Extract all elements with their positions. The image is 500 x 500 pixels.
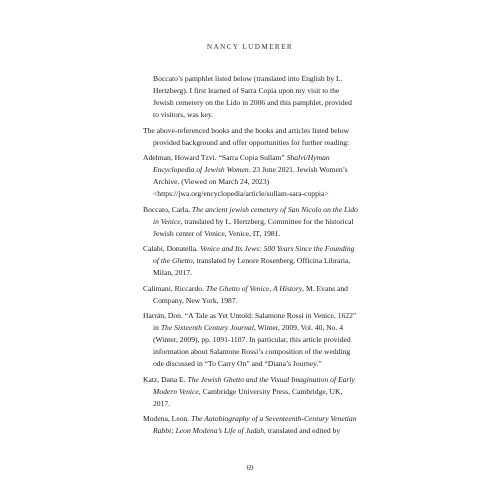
entry-title: Shalvi/Hyman Encyclopedia of Jewish Women: [153, 153, 330, 174]
entry-details: . 23 June 2021. Jewish Women’s Archive. (Viewed on March 24, 2023) <https://jwa.org/encyclopedia/article/sullam-sara-coppia>: [153, 165, 348, 198]
page-number: 69: [246, 464, 254, 472]
entry-details: , Winter, 2009, Vol. 40, No. 4 (Winter, 2009), pp. 1091-1107. In particular, this article provided information about Salamone Rossi’s composition of the wedding ode discussed in “To Carry On” and “Diana’s Journey.”: [153, 323, 351, 368]
entry-title: The Jewish Ghetto and the Visual Imagination of Early Modern Venice: [153, 374, 355, 396]
bibliography-entry: [143, 310, 359, 370]
entry-title: The ancient jewish cemetery of San Nicolo on the Lido in Venice: [153, 204, 358, 226]
entry-author: Harrán, Don. “A Tale as Yet Untold: Salamone Rossi in Venice, 1622” in: [143, 311, 357, 332]
entry-title: The Sixteenth Century Journal: [160, 323, 254, 332]
entry-details: , Cambridge University Press, Cambridge, UK, 2017.: [153, 386, 343, 408]
entry-author: Modena, Leon.: [143, 414, 192, 423]
bibliography-entry: [143, 413, 359, 437]
entry-author: Adelman, Howard Tzvi. “Sarra Copia Sullam”: [143, 153, 287, 162]
entry-author: Calabi, Donatella.: [143, 244, 200, 253]
entry-title: Venice and Its Jews: 500 Years Since the Founding of the Ghetto: [153, 244, 355, 265]
entry-title: The Autobiography of a Seventeenth-Century Venetian Rabbi; Leon Modena’s Life of Judah: [153, 414, 357, 435]
running-head: NANCY LUDMERER: [206, 43, 294, 51]
bibliography-entry: [143, 374, 359, 410]
entry-author: Katz, Dana E.: [143, 374, 188, 384]
entry-author: Boccato, Carla,: [143, 204, 192, 214]
bibliography-entry: [143, 152, 359, 200]
bibliography-entry: [143, 243, 359, 279]
body-text: [143, 73, 359, 437]
entry-title: The Ghetto of Venice, A History: [205, 283, 303, 293]
entry-details: , M. Evans and Company, New York, 1987.: [153, 283, 348, 305]
bibliography-entry: [143, 283, 359, 307]
entry-details: , translated and edited by: [264, 426, 341, 435]
entry-details: , translated by L. Hertzberg, Committee for the historical Jewish center of Venice, Venice, IT, 1981.: [153, 216, 354, 238]
continuation-paragraph: Boccato’s pamphlet listed below (translated into English by L. Hertzberg). I first learned of Sarra Copia upon my visit to the Jewish cemetery on the Lido in 2006 and this pamphlet, provided to visitors, was key.: [153, 74, 352, 119]
entry-author: Calimani, Riccardo.: [143, 283, 206, 293]
bibliography-entry: [143, 204, 359, 240]
entry-details: , translated by Lenore Rosenberg, Officina Libraria, Milan, 2017.: [153, 256, 351, 277]
intro-paragraph: The above-referenced books and the books and articles listed below provided background and offer opportunities for further reading:: [143, 125, 350, 147]
